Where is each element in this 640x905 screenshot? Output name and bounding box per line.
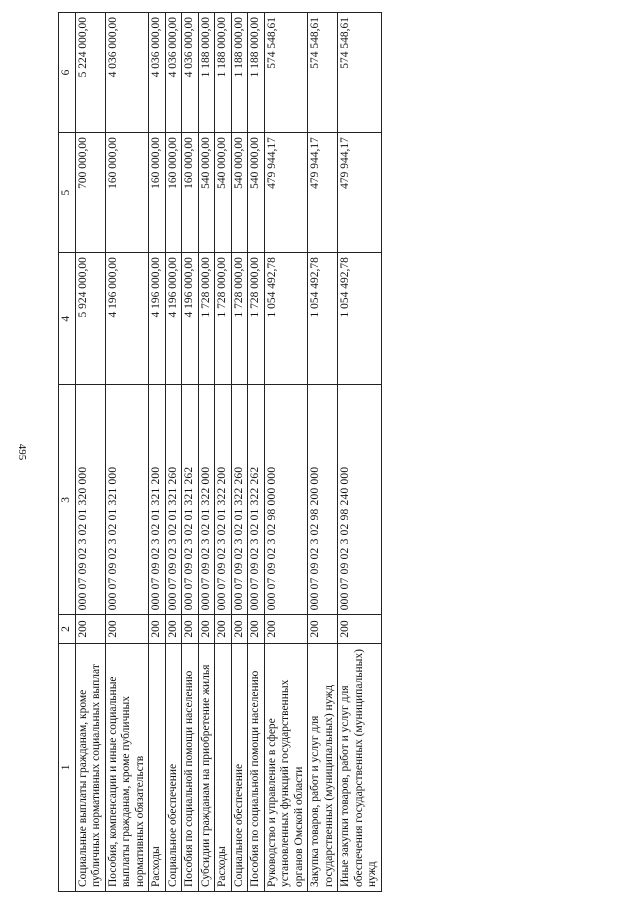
table-row [198, 13, 215, 892]
amount-col5-cell: 479 944,17 [338, 133, 382, 253]
amount-col5-cell: 540 000,00 [198, 133, 215, 253]
table-row [182, 13, 199, 892]
row-name-cell: Социальное обеспечение [165, 643, 182, 891]
table-row [231, 13, 248, 892]
amount-col6-cell: 574 548,61 [308, 13, 338, 133]
amount-col5-cell: 160 000,00 [105, 133, 149, 253]
amount-col4-cell: 1 728 000,00 [198, 253, 215, 385]
admin-code-cell: 200 [308, 615, 338, 643]
amount-col5-cell: 160 000,00 [165, 133, 182, 253]
budget-code-cell: 000 07 09 02 3 02 98 000 000 [264, 385, 308, 615]
amount-col6-cell: 1 188 000,00 [215, 13, 232, 133]
amount-col4-cell: 4 196 000,00 [165, 253, 182, 385]
amount-col4-cell: 4 196 000,00 [105, 253, 149, 385]
table-row [75, 13, 105, 892]
amount-col4-cell: 1 054 492,78 [308, 253, 338, 385]
budget-code-cell: 000 07 09 02 3 02 01 321 262 [182, 385, 199, 615]
amount-col6-cell: 5 224 000,00 [75, 13, 105, 133]
table-row [105, 13, 149, 892]
amount-col5-cell: 540 000,00 [231, 133, 248, 253]
row-name-cell: Закупка товаров, работ и услуг для государственных (муниципальных) нужд [308, 643, 338, 891]
amount-col6-cell: 574 548,61 [338, 13, 382, 133]
budget-code-cell: 000 07 09 02 3 02 98 200 000 [308, 385, 338, 615]
admin-code-cell: 200 [264, 615, 308, 643]
admin-code-cell: 200 [198, 615, 215, 643]
budget-code-cell: 000 07 09 02 3 02 01 322 200 [215, 385, 232, 615]
admin-code-cell: 200 [182, 615, 199, 643]
admin-code-cell: 200 [75, 615, 105, 643]
row-name-cell: Руководство и управление в сфере установленных функций государственных органов Омской области [264, 643, 308, 891]
admin-code-cell: 200 [231, 615, 248, 643]
amount-col6-cell: 1 188 000,00 [198, 13, 215, 133]
table-row [165, 13, 182, 892]
table-row [264, 13, 308, 892]
row-name-cell: Иные закупки товаров, работ и услуг для обеспечения государственных (муниципальных) нужд [338, 643, 382, 891]
amount-col5-cell: 479 944,17 [264, 133, 308, 253]
admin-code-cell: 200 [149, 615, 166, 643]
budget-code-cell: 000 07 09 02 3 02 98 240 000 [338, 385, 382, 615]
budget-code-cell: 000 07 09 02 3 02 01 320 000 [75, 385, 105, 615]
amount-col5-cell: 479 944,17 [308, 133, 338, 253]
budget-code-cell: 000 07 09 02 3 02 01 321 200 [149, 385, 166, 615]
table-row [215, 13, 232, 892]
admin-code-cell: 200 [215, 615, 232, 643]
amount-col4-cell: 4 196 000,00 [149, 253, 166, 385]
header-cell: 2 [59, 615, 76, 643]
amount-col5-cell: 700 000,00 [75, 133, 105, 253]
budget-code-cell: 000 07 09 02 3 02 01 322 260 [231, 385, 248, 615]
page-number: 495 [16, 443, 28, 461]
amount-col4-cell: 1 728 000,00 [248, 253, 265, 385]
amount-col5-cell: 160 000,00 [149, 133, 166, 253]
amount-col6-cell: 1 188 000,00 [248, 13, 265, 133]
header-row [59, 13, 76, 892]
row-name-cell: Социальные выплаты гражданам, кроме публичных нормативных социальных выплат [75, 643, 105, 891]
admin-code-cell: 200 [248, 615, 265, 643]
amount-col6-cell: 4 036 000,00 [182, 13, 199, 133]
row-name-cell: Пособия по социальной помощи населению [248, 643, 265, 891]
budget-table [58, 12, 382, 892]
amount-col5-cell: 160 000,00 [182, 133, 199, 253]
budget-code-cell: 000 07 09 02 3 02 01 322 262 [248, 385, 265, 615]
table-row [338, 13, 382, 892]
amount-col4-cell: 5 924 000,00 [75, 253, 105, 385]
amount-col4-cell: 4 196 000,00 [182, 253, 199, 385]
header-cell: 4 [59, 253, 76, 385]
amount-col5-cell: 540 000,00 [215, 133, 232, 253]
amount-col5-cell: 540 000,00 [248, 133, 265, 253]
row-name-cell: Расходы [149, 643, 166, 891]
rotated-table-container [58, 12, 618, 892]
amount-col4-cell: 1 728 000,00 [231, 253, 248, 385]
budget-code-cell: 000 07 09 02 3 02 01 321 000 [105, 385, 149, 615]
amount-col4-cell: 1 054 492,78 [264, 253, 308, 385]
admin-code-cell: 200 [105, 615, 149, 643]
amount-col4-cell: 1 054 492,78 [338, 253, 382, 385]
header-cell: 6 [59, 13, 76, 133]
header-cell: 5 [59, 133, 76, 253]
table-body [75, 13, 381, 892]
admin-code-cell: 200 [165, 615, 182, 643]
amount-col6-cell: 4 036 000,00 [149, 13, 166, 133]
row-name-cell: Пособия, компенсации и иные социальные выплаты гражданам, кроме публичных нормативных обязательств [105, 643, 149, 891]
budget-code-cell: 000 07 09 02 3 02 01 321 260 [165, 385, 182, 615]
header-cell: 1 [59, 643, 76, 891]
amount-col6-cell: 4 036 000,00 [165, 13, 182, 133]
budget-code-cell: 000 07 09 02 3 02 01 322 000 [198, 385, 215, 615]
row-name-cell: Социальное обеспечение [231, 643, 248, 891]
amount-col6-cell: 1 188 000,00 [231, 13, 248, 133]
admin-code-cell: 200 [338, 615, 382, 643]
amount-col6-cell: 574 548,61 [264, 13, 308, 133]
header-cell: 3 [59, 385, 76, 615]
row-name-cell: Субсидии гражданам на приобретение жилья [198, 643, 215, 891]
row-name-cell: Пособия по социальной помощи населению [182, 643, 199, 891]
table-row [149, 13, 166, 892]
amount-col6-cell: 4 036 000,00 [105, 13, 149, 133]
row-name-cell: Расходы [215, 643, 232, 891]
table-row [248, 13, 265, 892]
table-row [308, 13, 338, 892]
amount-col4-cell: 1 728 000,00 [215, 253, 232, 385]
